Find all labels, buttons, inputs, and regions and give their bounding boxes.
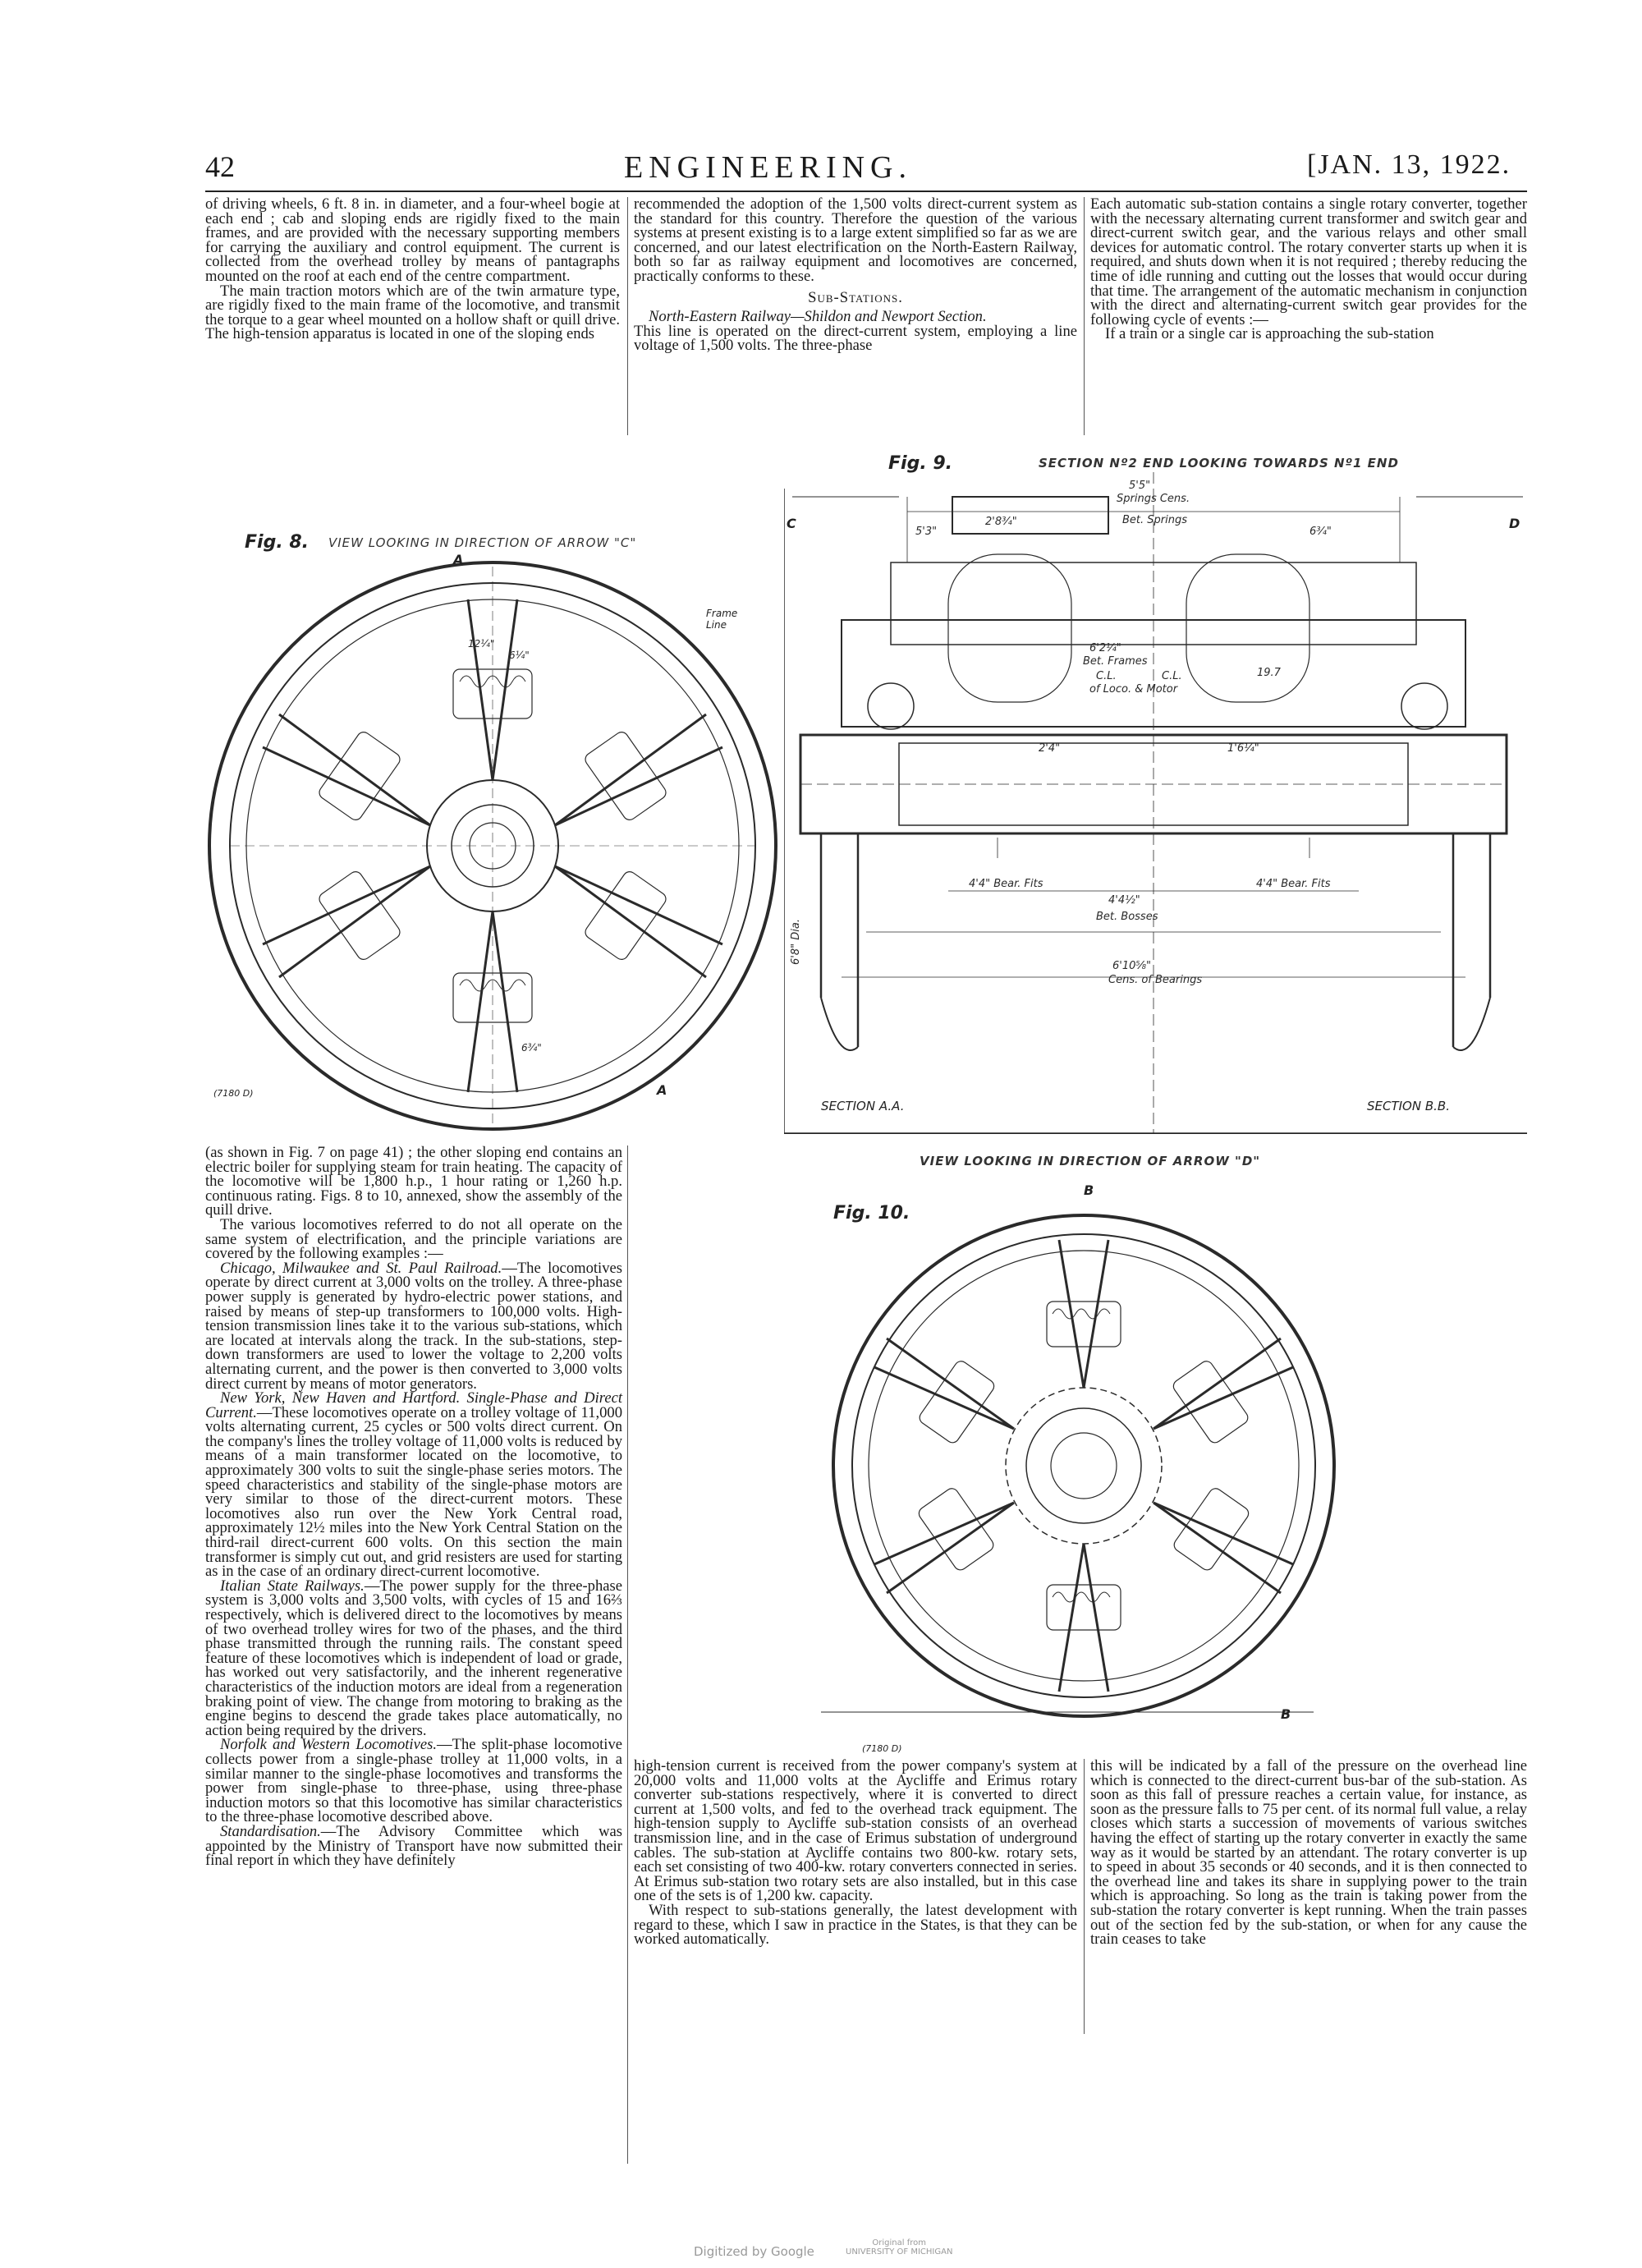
paragraph: Each automatic sub-station contains a single rotary converter, together with the necessary alternating current transformer and switch gear and direct-current switch gear, and the various relays and other small devices for automatic control. The rotary converter starts up when it is required, and shuts down when it is not required ; thereby reducing the time of idle running and cutting out the losses that would occur during that time. The arrangement of the automatic mechanism in conjunction with the direct and alternating-current switch gear provides for the following cycle of events :— [1090, 195, 1527, 328]
svg-text:Bet. Bosses: Bet. Bosses [1096, 911, 1158, 923]
svg-text:6¾": 6¾" [521, 1042, 542, 1054]
fig9-section-drawing [784, 472, 1527, 1137]
masthead-title: ENGINEERING. [624, 150, 913, 185]
lower-column-1 [205, 1145, 622, 1868]
svg-text:of Loco. & Motor: of Loco. & Motor [1089, 683, 1178, 696]
digitized-by-google: Digitized by Google [694, 2244, 814, 2259]
svg-text:Bet. Springs: Bet. Springs [1122, 514, 1188, 526]
top-column-2 [634, 197, 1077, 353]
svg-text:6¼": 6¼" [509, 650, 530, 661]
paragraph: this will be indicated by a fall of the pressure on the overhead line which is connected to the direct-current bus-bar of the sub-station. As soon as this fall of pressure reaches a certain value, for instance, as soon as the pressure falls to 75 per cent. of its normal full value, a relay closes which starts a succession of movements of various switches having the effect of starting up the rotary converter in exactly the same way as it would be started by an attendant. The rotary converter is up to speed in about 35 seconds or 40 seconds, and it is then connected to the overhead line and takes its share in supplying power to the train which is approaching. So long as the train is taking power from the sub-station the rotary converter is kept running. When the train passes out of the section fed by the sub-station, or when for any cause the train ceases to take [1090, 1757, 1527, 1949]
svg-text:2'4": 2'4" [1039, 742, 1061, 755]
svg-text:4'4½": 4'4½" [1108, 894, 1140, 907]
paragraph: Norfolk and Western Locomotives.—The split-phase locomotive collects power from a single-phase trolley at 11,000 volts, in a similar manner to the single-phase locomotives and transforms the power from single-phase to three-phase, using three-phase induction motors so that this locomotive has similar characteristics to the three-phase locomotive described above. [205, 1736, 622, 1826]
fig8-marker-top: A [453, 552, 464, 567]
paragraph: With respect to sub-stations generally, the latest development with regard to these, which I saw in practice in the States, is that they can be worked automatically. [634, 1901, 1077, 1949]
fig10-label: Fig. 10. [833, 1203, 910, 1224]
paragraph: of driving wheels, 6 ft. 8 in. in diameter, and a four-wheel bogie at each end ; cab and sloping ends are rigidly fixed to the main frames, and are provided with the necessary supporting members for carrying the auxiliary and control equipment. The current is collected from the overhead trolley by means of pantagraphs mounted on the roof at each end of the centre compartment. [205, 195, 620, 285]
lower-column-3 [1090, 1759, 1527, 1947]
svg-text:6¾": 6¾" [1309, 526, 1332, 538]
figure-frame-bottom [784, 1133, 1527, 1134]
fig10-wheel-drawing [821, 1203, 1346, 1720]
paragraph-lead: Italian State Railways. [220, 1577, 365, 1595]
svg-text:Springs Cens.: Springs Cens. [1117, 493, 1190, 505]
fig10-marker-top: B [1084, 1182, 1094, 1198]
fig8-reference: (7180 D) [213, 1088, 254, 1099]
svg-text:6'10⅝": 6'10⅝" [1112, 960, 1151, 972]
fig8-label: Fig. 8. [245, 532, 309, 553]
top-column-1 [205, 197, 620, 342]
paragraph: Standardisation.—The Advisory Committee which was appointed by the Ministry of Transport have now submitted their final report in which they have definitely [205, 1822, 622, 1870]
paragraph: recommended the adoption of the 1,500 volts direct-current system as the standard for this country. Therefore the question of the various systems at present existing is to a large extent simplified so far as we are concerned, and our latest electrification on the North-Eastern Railway, both so far as railway equipment and locomotives are concerned, practically conforms to these. [634, 195, 1077, 285]
fig9-caption: SECTION Nº2 END LOOKING TOWARDS Nº1 END [1039, 456, 1399, 471]
fig8-frame-line-note: Frame Line [706, 608, 738, 631]
fig9-label: Fig. 9. [888, 453, 952, 474]
lower-column-2 [634, 1759, 1077, 1947]
svg-text:5'3": 5'3" [915, 526, 938, 538]
column-divider [627, 197, 628, 435]
paragraph: Italian State Railways.—The power supply for the three-phase system is 3,000 volts and 3,500 volts, with cycles of 15 and 16⅔ respectively, which is delivered direct to the locomotives by means of two overhead trolley wires for two of the phases, and the third phase transmitted through the running rails. The constant speed feature of these locomotives which is independent of load or grade, has worked out very satisfactorily, and the inherent regenerative characteristics of the induction motors are ideal from a regeneration braking point of view. The change from motoring to braking as the engine begins to descend the grade takes place automatically, no action being required by the drivers. [205, 1577, 622, 1739]
fig8-wheel-drawing [197, 550, 788, 1141]
section-heading: Sub-Stations. [808, 288, 903, 306]
paragraph: high-tension current is received from the power company's system at 20,000 volts and 11,000 volts at the Aycliffe and Erimus rotary converter sub-stations respectively, where it is converted to direct current at 1,500 volts, and fed to the overhead track equipment. The high-tension supply to Aycliffe sub-station consists of an overhead transmission line, and in the case of Erimus substation of underground cables. The sub-station at Aycliffe contains two 800-kw. rotary sets, each set consisting of two 400-kw. rotary converters connected in series. At Erimus sub-station two rotary sets are also installed, but in this case one of the sets is of 1,200 kw. capacity. [634, 1757, 1077, 1905]
paragraph: Chicago, Milwaukee and St. Paul Railroad.—The locomotives operate by direct current at 3,000 volts on the trolley. A three-phase power supply is generated by hydro-electric power stations, and raised by means of step-up transformers to 100,000 volts. High-tension transmission lines take it to the various sub-stations, which are located at intervals along the track. In the sub-stations, step-down transformers are used to lower the voltage to 2,200 volts alternating current, and the power is then converted to 3,000 volts direct current by means of motor generators. [205, 1259, 622, 1393]
column-divider [627, 1145, 628, 2164]
svg-text:C.L.: C.L. [1096, 670, 1117, 682]
column-divider [1084, 1759, 1085, 2034]
paragraph: (as shown in Fig. 7 on page 41) ; the other sloping end contains an electric boiler for supplying steam for train heating. The capacity of the locomotive will be 1,800 h.p., 1 hour rating or 1,260 h.p. continuous rating. Figs. 8 to 10, annexed, show the assembly of the quill drive. [205, 1144, 622, 1219]
fig10-reference: (7180 D) [862, 1743, 902, 1754]
svg-text:4'4" Bear. Fits: 4'4" Bear. Fits [969, 878, 1043, 890]
paragraph: If a train or a single car is approaching the sub-station [1105, 325, 1434, 343]
fig9-section-bb: SECTION B.B. [1367, 1099, 1450, 1113]
original-from-notice: Original from UNIVERSITY OF MICHIGAN [846, 2238, 953, 2257]
svg-text:12¼": 12¼" [468, 638, 495, 650]
fig10-caption: VIEW LOOKING IN DIRECTION OF ARROW "D" [920, 1154, 1261, 1168]
svg-text:1'6¼": 1'6¼" [1227, 742, 1259, 755]
paragraph: The various locomotives referred to do not all operate on the same system of electrification, and the principle variations are covered by the following examples :— [205, 1215, 622, 1263]
svg-text:19.7: 19.7 [1257, 667, 1281, 679]
svg-text:Bet. Frames: Bet. Frames [1083, 655, 1148, 668]
fig9-section-aa: SECTION A.A. [821, 1099, 905, 1113]
page-number: 42 [205, 150, 235, 183]
paragraph: This line is operated on the direct-current system, employing a line voltage of 1,500 volts. The three-phase [634, 322, 1077, 355]
subsection-title: North-Eastern Railway—Shildon and Newport Section. [649, 308, 987, 326]
paragraph-lead: Standardisation. [220, 1822, 321, 1840]
issue-date: [JAN. 13, 1922. [1307, 149, 1511, 180]
paragraph: The main traction motors which are of the twin armature type, are rigidly fixed to the main frame of the locomotive, and transmit the torque to a gear wheel mounted on a hollow shaft or quill drive. The high-tension apparatus is located in one of the sloping ends [205, 282, 620, 343]
fig9-marker-d: D [1509, 516, 1520, 531]
paragraph-lead: Chicago, Milwaukee and St. Paul Railroad. [220, 1259, 502, 1277]
svg-text:6'8" Dia.: 6'8" Dia. [790, 919, 802, 965]
svg-text:5'5": 5'5" [1129, 480, 1151, 492]
paragraph-lead: New York, New Haven and Hartford. Single-Phase and Direct Current. [205, 1389, 622, 1421]
top-column-3 [1090, 197, 1527, 342]
fig8-marker-bottom: A [657, 1082, 667, 1098]
paragraph-lead: Norfolk and Western Locomotives. [220, 1736, 437, 1754]
fig8-caption: VIEW LOOKING IN DIRECTION OF ARROW "C" [328, 535, 637, 550]
svg-text:6'2¼": 6'2¼" [1089, 642, 1121, 654]
header-rule [205, 191, 1527, 192]
column-divider [1084, 197, 1085, 435]
fig9-marker-c: C [787, 516, 796, 531]
paragraph: New York, New Haven and Hartford. Single-Phase and Direct Current.—These locomotives operate on a trolley voltage of 11,000 volts alternating current, 25 cycles or 500 volts direct current. On the company's lines the trolley voltage of 11,000 volts is reduced by means of a main transformer located on the locomotive, to approximately 300 volts to suit the single-phase series motors. The speed characteristics and stability of the single-phase motors are very similar to those of the direct-current motors. These locomotives also run over the New York Central road, approximately 12½ miles into the New York Central Station on the third-rail direct-current 600 volts. On this section the main transformer is simply cut out, and grid resisters are used for starting as in the case of an ordinary direct-current locomotive. [205, 1389, 622, 1581]
fig10-marker-bottom: B [1281, 1706, 1291, 1722]
svg-text:2'8¾": 2'8¾" [985, 516, 1017, 528]
svg-text:Cens. of Bearings: Cens. of Bearings [1108, 974, 1203, 986]
svg-text:4'4" Bear. Fits: 4'4" Bear. Fits [1256, 878, 1331, 890]
svg-text:C.L.: C.L. [1162, 670, 1182, 682]
